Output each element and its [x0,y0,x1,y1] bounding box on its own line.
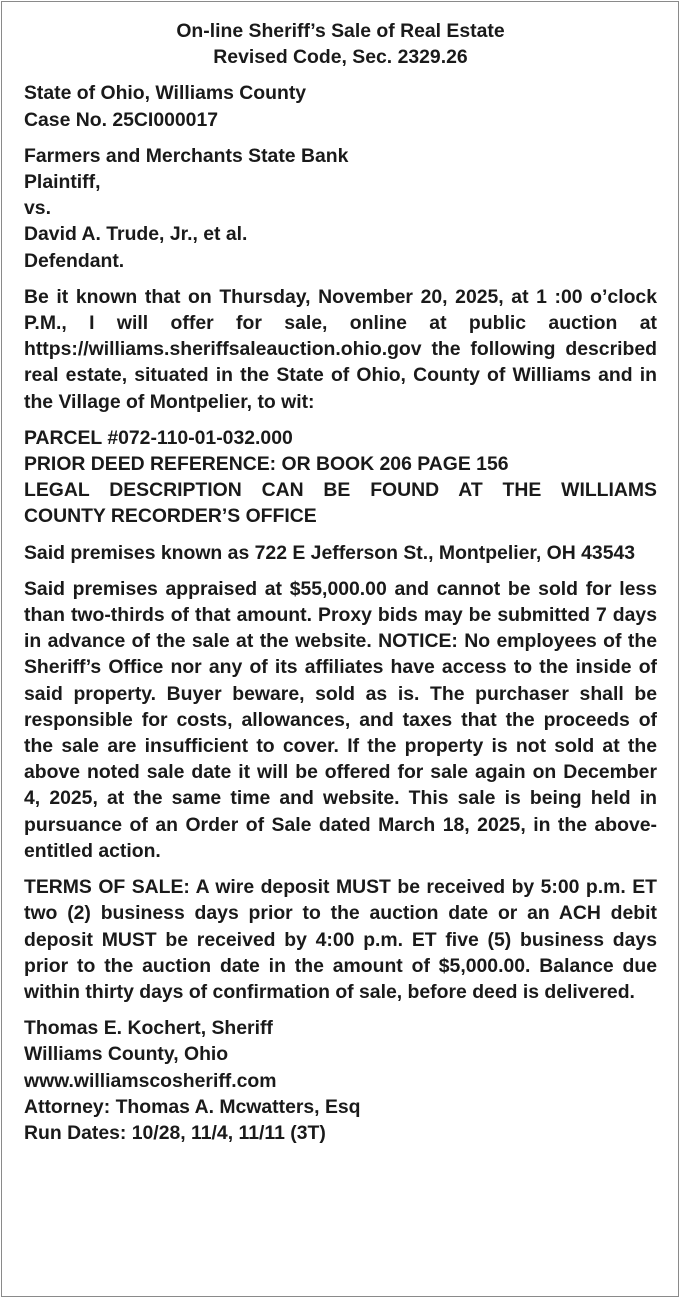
legal-description-line1: LEGAL DESCRIPTION CAN BE FOUND AT THE WILLIAMS [24,479,657,502]
sheriff-name: Thomas E. Kochert, Sheriff [24,1017,273,1040]
premises-address: Said premises known as 722 E Jefferson St., Montpelier, OH 43543 [24,541,636,564]
plaintiff-name: Farmers and Merchants State Bank [24,144,349,167]
parcel-info [24,425,657,530]
sheriff-county: Williams County, Ohio [24,1043,229,1066]
notice-title: On-line Sheriff’s Sale of Real Estate [176,20,505,42]
signature-block [24,1015,657,1146]
parcel-number: PARCEL #072-110-01-032.000 [24,426,293,449]
notice-header [24,18,657,70]
notice-subtitle: Revised Code, Sec. 2329.26 [213,46,468,69]
attorney-name: Attorney: Thomas A. Mcwatters, Esq [24,1095,361,1118]
state-county: State of Ohio, Williams County [24,82,307,105]
parties [24,143,657,274]
sheriff-website: www.williamscosheriff.com [24,1069,277,1092]
case-info [24,80,657,132]
defendant-label: Defendant. [24,249,125,272]
legal-description-line2: COUNTY RECORDER’S OFFICE [24,505,317,528]
terms-of-sale: TERMS OF SALE: A wire deposit MUST be received by 5:00 p.m. ET two (2) business days prior to the auction date or an ACH debit deposit MUST be received by 4:00 p.m. ET five (5) business days prior to the auction date in the amount of $5,000.00. Balance due within thirty days of confirmation of sale, before deed is delivered. [24,876,657,1003]
legal-notice [24,18,657,1156]
defendant-name: David A. Trude, Jr., et al. [24,223,248,246]
run-dates: Run Dates: 10/28, 11/4, 11/11 (3T) [24,1121,326,1144]
plaintiff-label: Plaintiff, [24,171,101,194]
versus: vs. [24,197,51,220]
sale-announcement: Be it known that on Thursday, November 20, 2025, at 1 :00 o’clock P.M., I will offer for sale, online at public auction at https://williams.sheriffsaleauction.ohio.gov the following described real estate, situated in the State of Ohio, County of Williams and in the Village of Montpelier, to wit: [24,285,657,413]
prior-deed-reference: PRIOR DEED REFERENCE: OR BOOK 206 PAGE 156 [24,453,509,476]
case-number: Case No. 25CI000017 [24,108,219,131]
appraisal-paragraph: Said premises appraised at $55,000.00 and cannot be sold for less than two-thirds of that amount. Proxy bids may be submitted 7 days in advance of the sale at the website. NOTICE: No employees of the Sheriff’s Office nor any of its affiliates have access to the inside of said property. Buyer beware, sold as is. The purchaser shall be responsible for costs, allowances, and taxes that the proceeds of the sale are insufficient to cover. If the property is not sold at the above noted sale date it will be offered for sale again on December 4, 2025, at the same time and website. This sale is being held in pursuance of an Order of Sale dated March 18, 2025, in the above-entitled action. [24,577,657,862]
